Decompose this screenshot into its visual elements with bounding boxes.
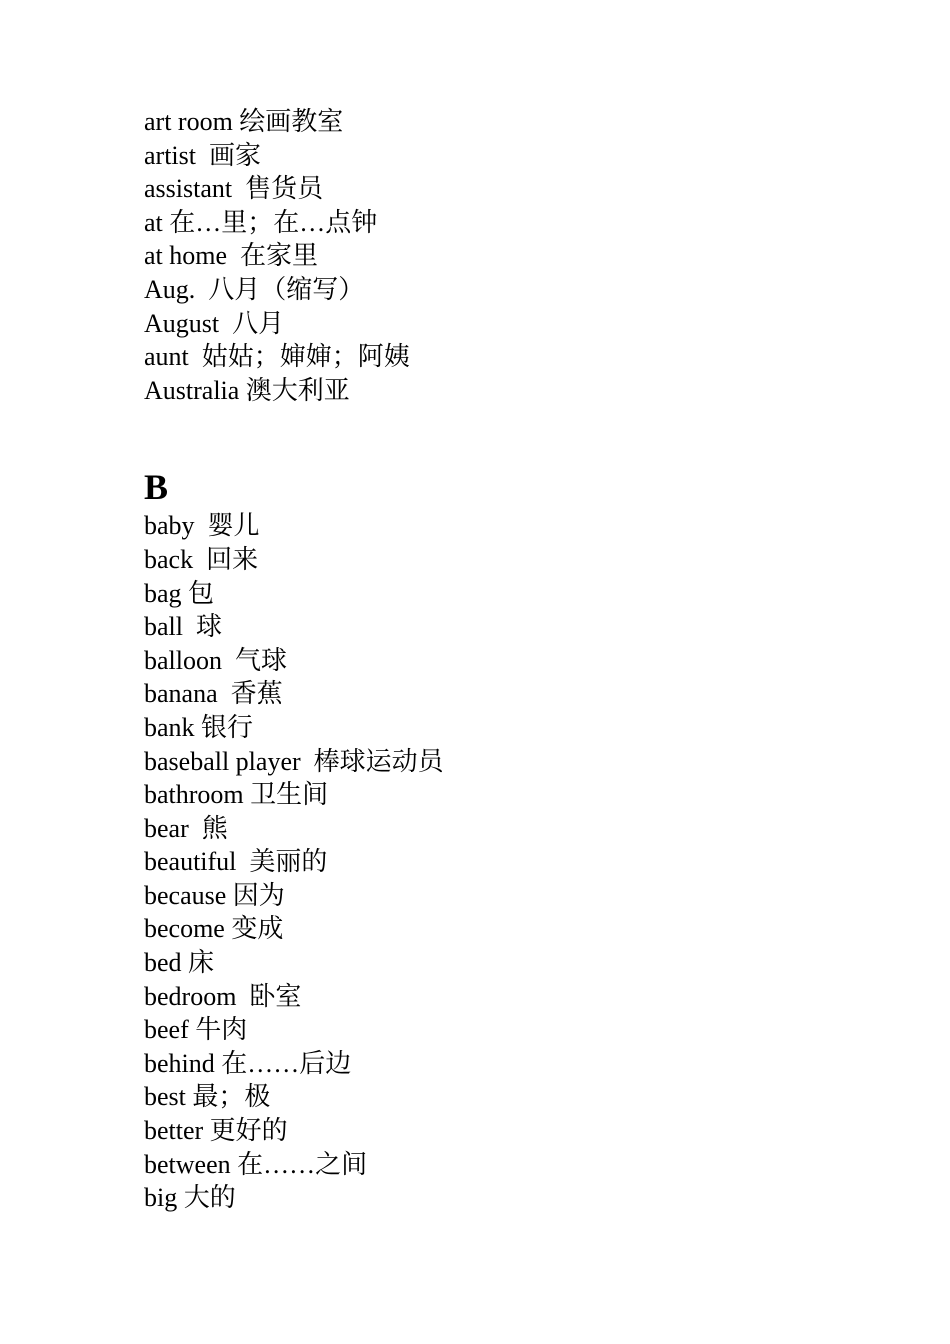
vocab-entry: banana 香蕉 (144, 679, 283, 709)
vocab-entry: best 最；极 (144, 1082, 271, 1112)
vocab-entry: because 因为 (144, 880, 285, 910)
vocab-entry: baby 婴儿 (144, 511, 260, 541)
vocab-entry: beautiful 美丽的 (144, 847, 328, 877)
vocab-entry: back 回来 (144, 544, 259, 574)
vocab-entry: baseball player 棒球运动员 (144, 746, 444, 776)
vocab-entry: better 更好的 (144, 1116, 288, 1146)
vocab-entry: assistant 售货员 (144, 174, 324, 204)
vocab-entry: at home 在家里 (144, 241, 319, 271)
vocab-entry: aunt 姑姑；婶婶；阿姨 (144, 342, 410, 372)
word-list-b (144, 509, 904, 1214)
document-page (144, 105, 904, 1215)
vocab-entry: ball 球 (144, 612, 222, 642)
vocab-entry: art room 绘画教室 (144, 107, 344, 136)
vocab-entry: bedroom 卧室 (144, 981, 302, 1011)
vocab-entry: Aug. 八月（缩写） (144, 274, 365, 304)
vocab-entry: between 在……之间 (144, 1149, 368, 1179)
vocab-entry: bear 熊 (144, 813, 228, 843)
vocab-entry: artist 画家 (144, 140, 261, 170)
vocab-entry: bathroom 卫生间 (144, 780, 329, 810)
vocab-entry: at 在…里；在…点钟 (144, 207, 378, 237)
vocab-entry: bed 床 (144, 948, 215, 978)
vocab-entry: August 八月 (144, 308, 285, 338)
vocab-entry: become 变成 (144, 914, 284, 944)
section-heading-b: B (144, 467, 169, 508)
vocab-entry: balloon 气球 (144, 645, 287, 675)
vocab-entry: bag 包 (144, 578, 215, 608)
vocab-entry: Australia 澳大利亚 (144, 375, 350, 405)
vocab-entry: big 大的 (144, 1183, 236, 1213)
vocab-entry: beef 牛肉 (144, 1015, 248, 1045)
vocab-entry: behind 在……后边 (144, 1048, 352, 1078)
vocab-entry: bank 银行 (144, 712, 254, 742)
word-list-a-continued (144, 105, 904, 407)
